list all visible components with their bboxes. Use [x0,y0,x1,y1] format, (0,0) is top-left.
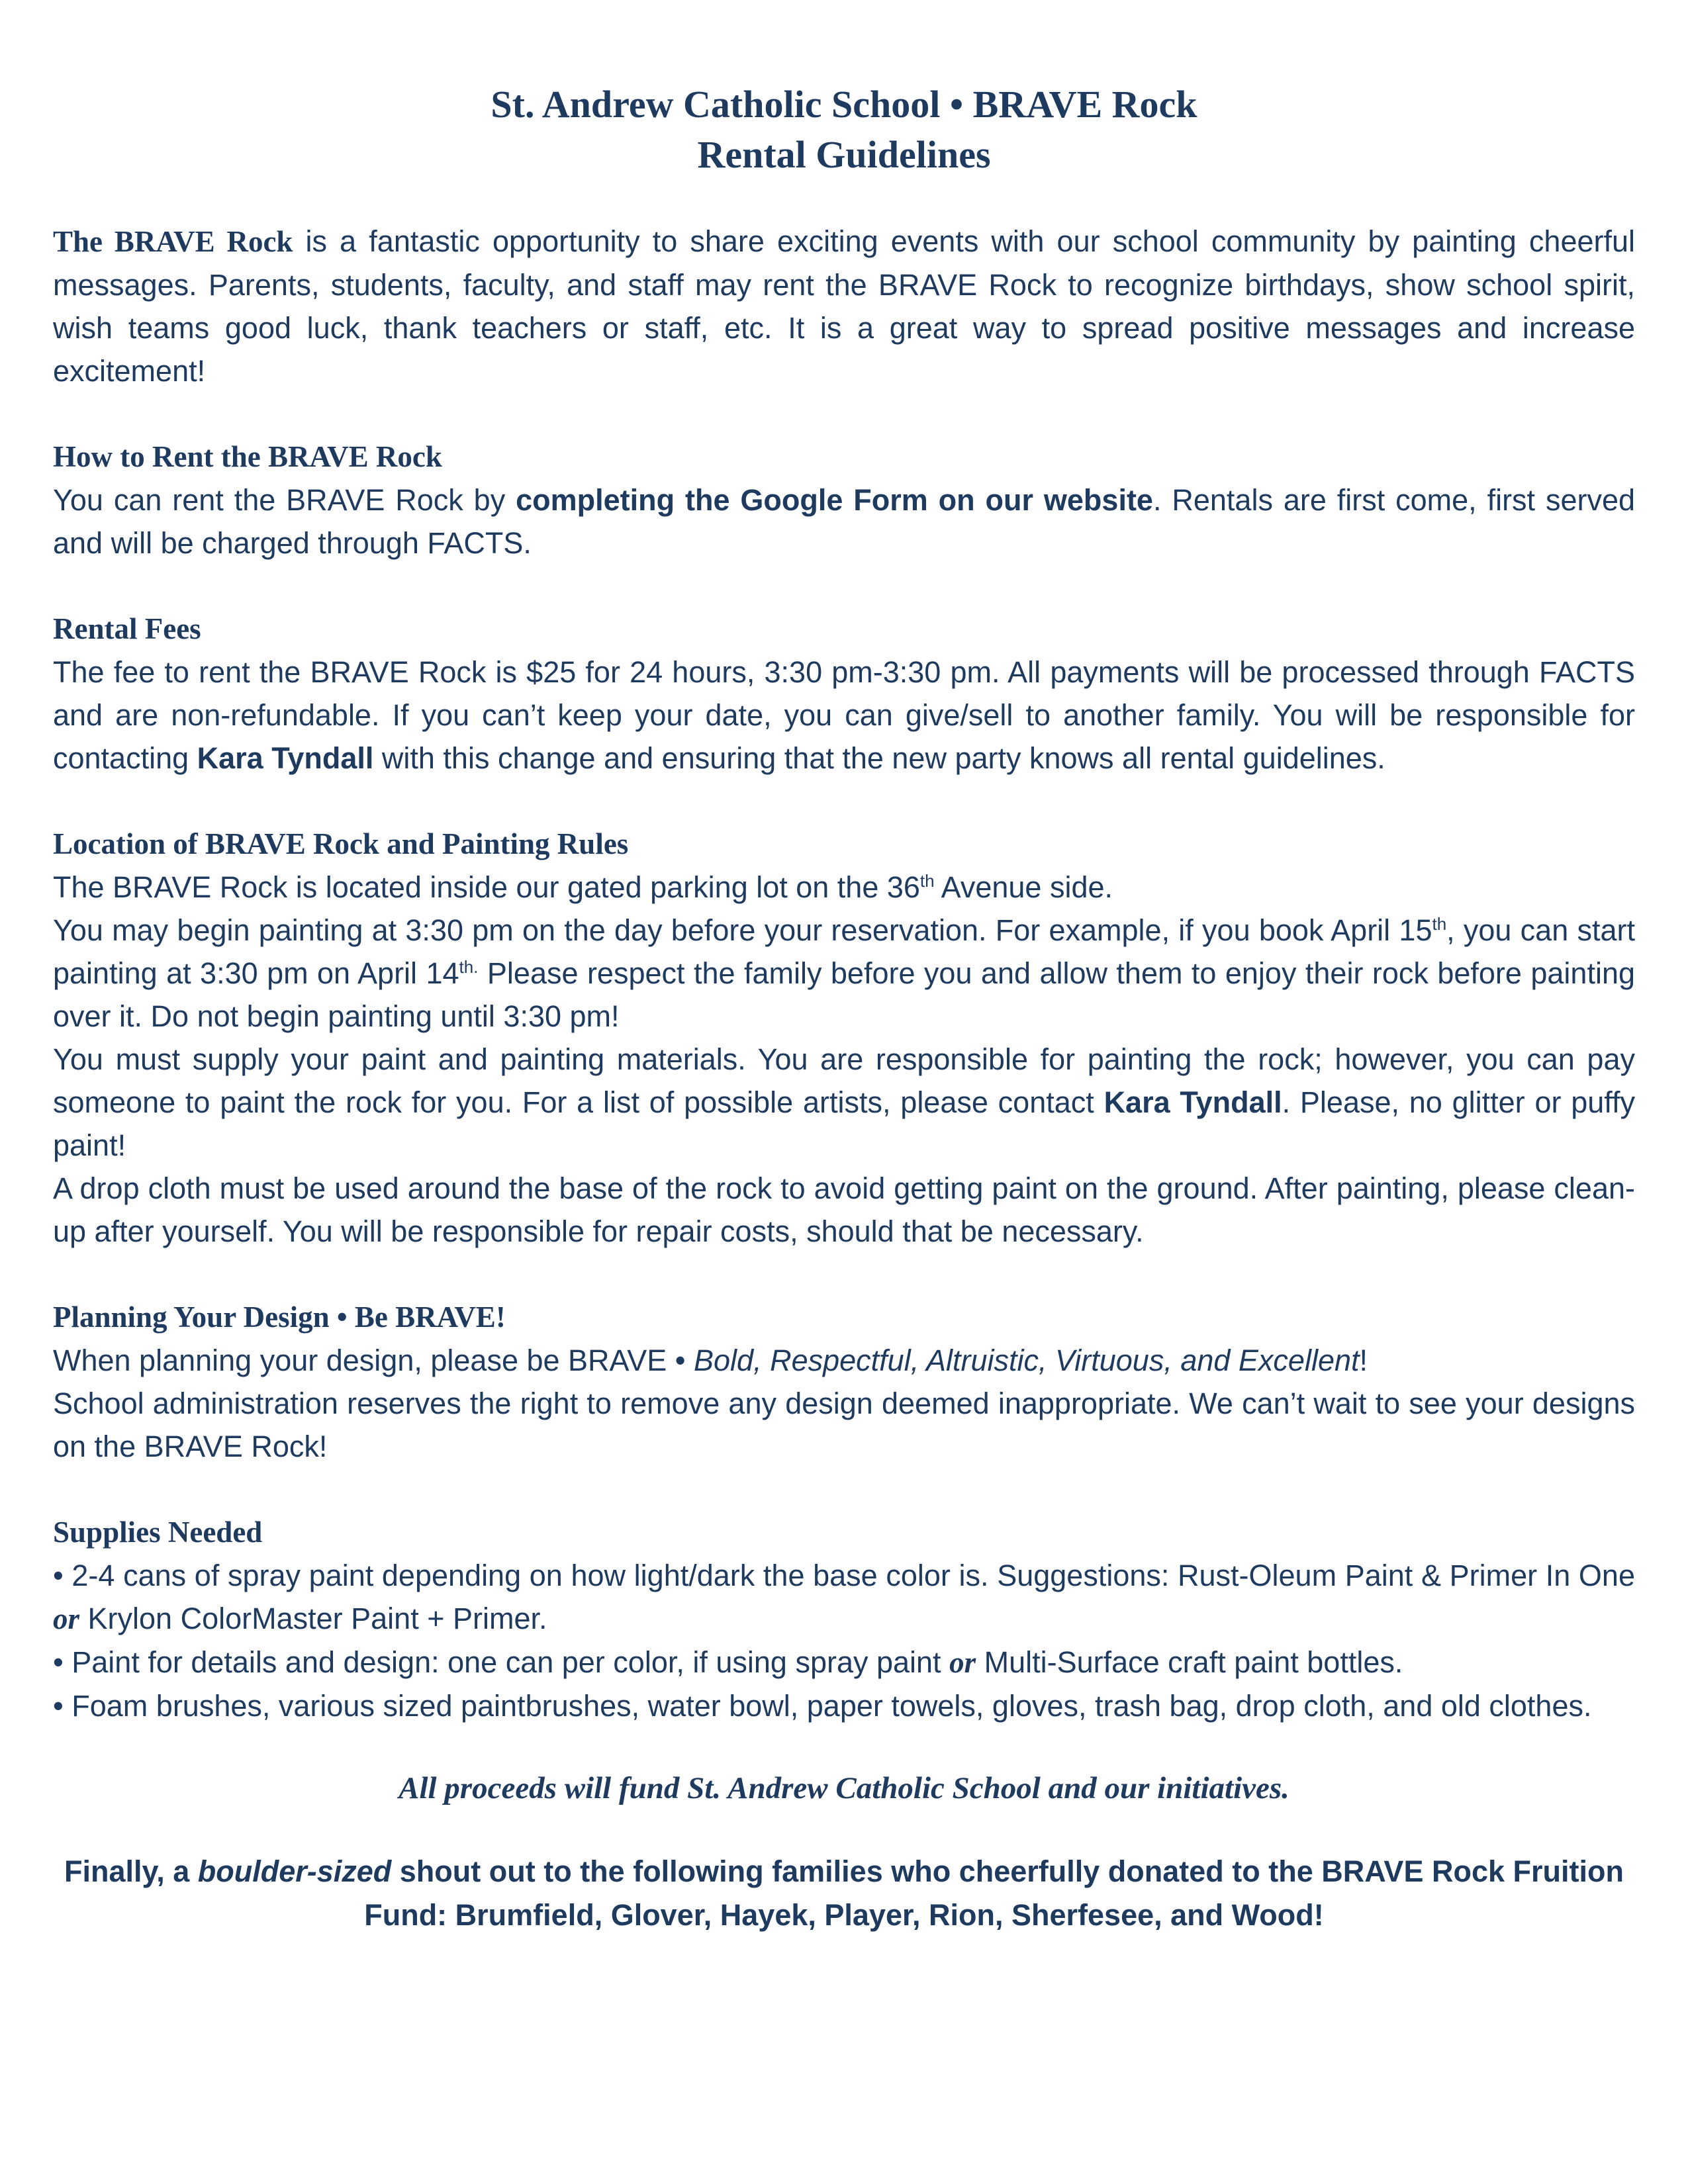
intro-paragraph [53,220,1635,392]
location-paragraph-2 [53,909,1635,1038]
how-to-rent-text-before: You can rent the BRAVE Rock by [53,483,516,517]
intro-section [53,220,1635,392]
title-line-2: Rental Guidelines [697,133,991,176]
location-p3-before: You must supply your paint and painting materials. You are responsible for painting the rock; however, you can pay someone to paint the rock for you. For a list of possible artists, please contact [53,1042,1635,1119]
design-paragraph-2: School administration reserves the right to remove any design deemed inappropriate. We can’t wait to see your designs on the BRAVE Rock! [53,1387,1635,1463]
design-p1-before: When planning your design, please be BRAVE • [53,1343,694,1377]
fees-text-after: with this change and ensuring that the new party knows all rental guidelines. [373,741,1385,775]
google-form-link-text: completing the Google Form on our website [516,483,1153,517]
title-line-1: St. Andrew Catholic School • BRAVE Rock [491,83,1197,126]
thanks-italic: boulder-sized [197,1854,392,1888]
design-heading: Planning Your Design • Be BRAVE! [53,1300,506,1334]
design-p1-after: ! [1359,1343,1368,1377]
location-p2-sup2: th. [459,957,479,977]
supplies-section [53,1511,1635,1727]
location-paragraph-3 [53,1038,1635,1167]
design-section [53,1296,1635,1468]
location-paragraph-4: A drop cloth must be used around the base of the rock to avoid getting paint on the ground. After painting, please clean-up after yourself. You will be responsible for repair costs, should that be necessary. [53,1171,1635,1248]
intro-text: is a fantastic opportunity to share exciting events with our school community by painting cheerful messages. Parents, students, faculty, and staff may rent the BRAVE Rock to recognize birthdays, show school spirit, wish teams good luck, thank teachers or staff, etc. It is a great way to spread positive messages and increase excitement! [53,224,1636,388]
fees-heading: Rental Fees [53,612,201,645]
brave-acronym: Bold, Respectful, Altruistic, Virtuous, and Excellent [694,1343,1360,1377]
how-to-rent-heading: How to Rent the BRAVE Rock [53,440,442,473]
thanks-after: shout out to the following families who cheerfully donated to the BRAVE Rock Fruition Fund: Brumfield, Glover, Hayek, Player, Rion, Sherfesee, and Wood! [364,1854,1624,1932]
intro-lead: The BRAVE Rock [53,225,293,258]
fees-contact-name: Kara Tyndall [197,741,374,775]
location-p1-after: Avenue side. [934,870,1113,904]
how-to-rent-paragraph [53,478,1635,565]
page-title [53,79,1635,180]
location-p2-sup1: th [1432,914,1447,934]
fees-text-before: The fee to rent the BRAVE Rock is $25 for 24 hours, 3:30 pm-3:30 pm. All payments will be processed through FACTS and are non-refundable. If you can’t keep your date, you can give/sell to another family. You will be responsible for contacting [53,655,1635,775]
supplies-heading: Supplies Needed [53,1516,263,1549]
location-contact-name: Kara Tyndall [1103,1085,1282,1119]
design-paragraph-1 [53,1339,1635,1382]
fees-section [53,608,1635,780]
location-p2-a: You may begin painting at 3:30 pm on the day before your reservation. For example, if you book April 15 [53,913,1432,947]
location-p3-after: . Please, no glitter or puffy paint! [53,1085,1635,1162]
location-p1-sup: th [919,871,935,891]
supplies-item-3: • Foam brushes, various sized paintbrushes, water bowl, paper towels, gloves, trash bag, drop cloth, and old clothes. [53,1689,1592,1723]
supplies-item1-after: Krylon ColorMaster Paint + Primer. [79,1602,547,1635]
location-heading: Location of BRAVE Rock and Painting Rules [53,827,629,860]
supplies-item2-before: • Paint for details and design: one can per color, if using spray paint [53,1645,950,1679]
thanks-before: Finally, a [64,1854,198,1888]
location-p2-b: , you can start painting at 3:30 pm on April 14 [53,913,1635,990]
thanks-statement [53,1850,1635,1937]
supplies-item-1 [53,1554,1635,1641]
location-p1-before: The BRAVE Rock is located inside our gated parking lot on the 36 [53,870,920,904]
location-p2-c: Please respect the family before you and allow them to enjoy their rock before painting over it. Do not begin painting until 3:30 pm! [53,956,1635,1033]
location-paragraph-1 [53,866,1635,909]
how-to-rent-section [53,435,1635,565]
supplies-item2-after: Multi-Surface craft paint bottles. [976,1645,1403,1679]
supplies-item-2 [53,1641,1635,1684]
supplies-item1-before: • 2-4 cans of spray paint depending on how light/dark the base color is. Suggestions: Rust-Oleum Paint & Primer In One [53,1559,1635,1592]
supplies-item2-or: or [949,1646,976,1679]
proceeds-statement: All proceeds will fund St. Andrew Catholic School and our initiatives. [399,1771,1289,1805]
supplies-item1-or: or [53,1602,80,1635]
fees-paragraph [53,651,1635,780]
how-to-rent-text-after: . Rentals are first come, first served and will be charged through FACTS. [53,483,1636,560]
location-section [53,823,1635,1253]
